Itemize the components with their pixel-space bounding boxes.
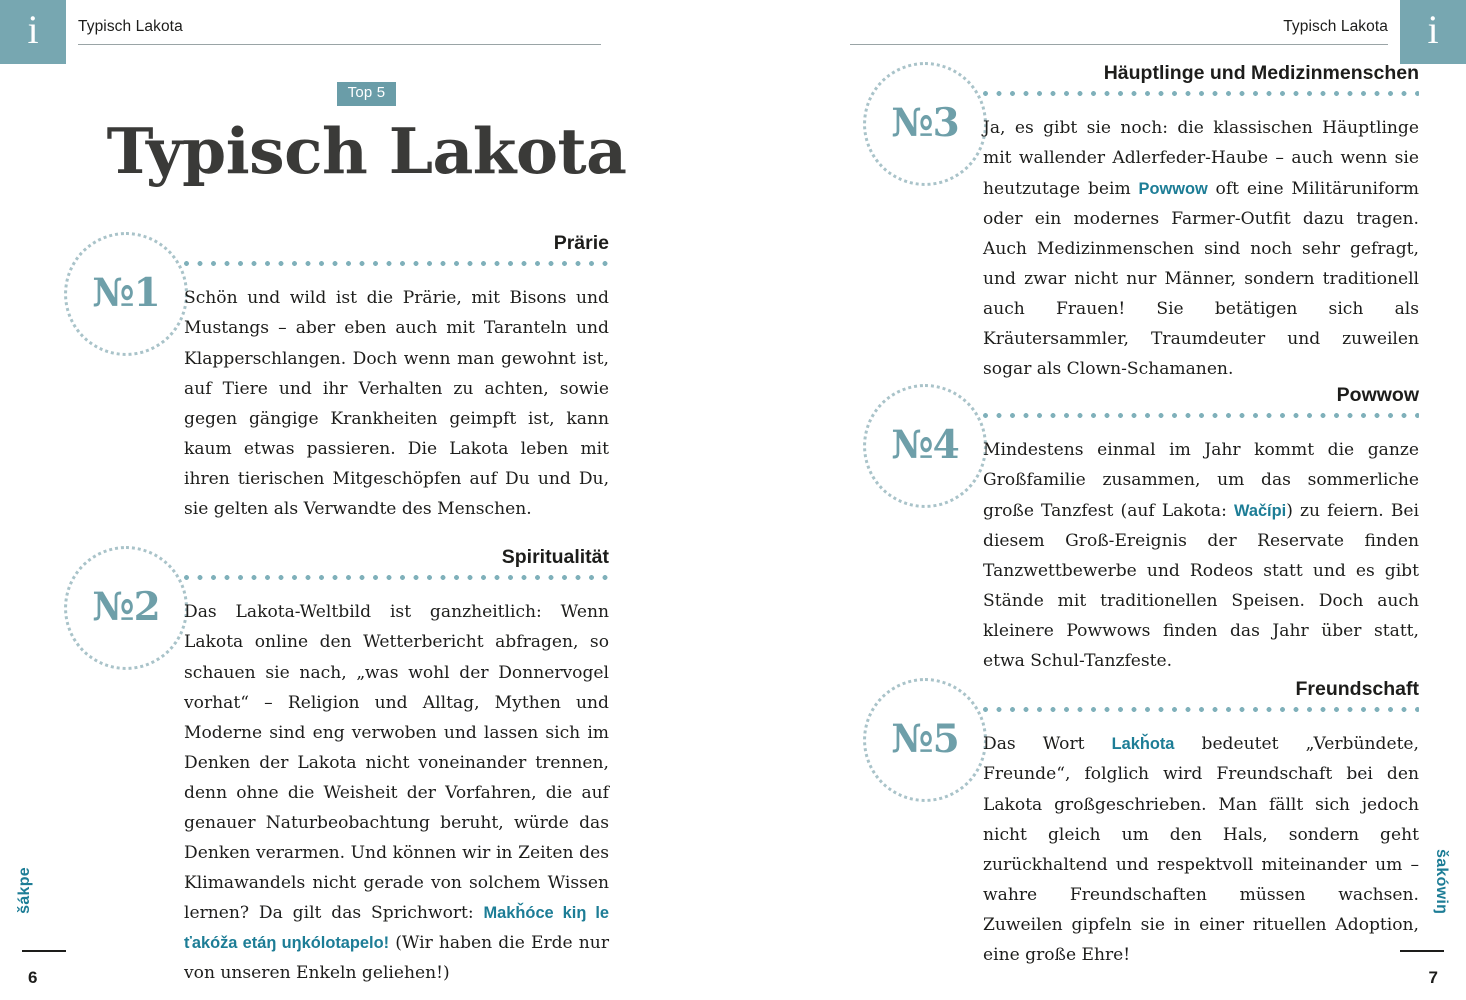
running-head-rule-right <box>850 44 1388 45</box>
section-body <box>184 232 609 524</box>
lakota-term: Wačípi <box>1233 501 1287 520</box>
section-heading: Freundschaft <box>1295 678 1419 700</box>
dotted-rule <box>983 707 1419 712</box>
section-body <box>983 678 1419 970</box>
lakota-term: Lakȟota <box>1111 735 1175 754</box>
section-text: Ja, es gibt sie noch: die klassischen Häuptlinge mit wallender Adlerfeder-Haube – auch wenn sie heutzutage beim Powwow oft eine Militäruniform oder ein modernes Farmer-Outfit dazu tragen. Auch Medizinmenschen sind noch sehr gefragt, und zwar nicht nur Männer, sondern traditionell auch Frauen! Sie betätigen sich als Kräutersammler, Traumdeuter und zuweilen sogar als Clown-Schamanen. <box>983 118 1419 380</box>
page-number-left: 6 <box>28 968 38 987</box>
section-number-label: №4 <box>891 421 959 468</box>
section-number-badge <box>64 546 188 670</box>
info-icon: i <box>27 7 39 52</box>
section-number-badge <box>863 62 987 186</box>
dotted-rule <box>184 575 609 580</box>
info-icon: i <box>1427 7 1439 52</box>
info-tab-right <box>1400 0 1466 64</box>
running-head-rule-left <box>78 44 601 45</box>
section-body <box>184 546 609 988</box>
section-body <box>983 62 1419 384</box>
section-heading: Powwow <box>1336 384 1419 406</box>
section-text: Mindestens einmal im Jahr kommt die ganze Großfamilie zusammen, um das sommerliche große Tanzfest (auf Lakota: Wačípi) zu feiern. Bei diesem Groß-Ereignis der Reservate finden Tanzwettbewerbe und Rodeos statt und es gibt Stände mit traditionellen Speisen. Doch auch kleinere Powwows finden das Jahr über statt, etwa Schul-Tanzfeste. <box>983 440 1419 671</box>
running-head-left: Typisch Lakota <box>78 18 183 35</box>
page-number-right: 7 <box>1428 968 1438 987</box>
section-number-label: №2 <box>92 583 160 630</box>
dotted-rule <box>184 261 609 266</box>
info-tab-left <box>0 0 66 64</box>
section-number-badge <box>863 678 987 802</box>
dotted-rule <box>983 91 1419 96</box>
folio-rule-right <box>1400 950 1444 952</box>
section-heading: Prärie <box>553 232 609 254</box>
section-number-badge <box>863 384 987 508</box>
side-thumb-tab-left: šákpe <box>16 867 33 914</box>
title-block <box>0 82 733 188</box>
folio-rule-left <box>22 950 66 952</box>
dotted-rule <box>983 413 1419 418</box>
lakota-term: Makȟóce kiŋ le ťakóža etáŋ uŋkólotapelo! <box>184 904 609 953</box>
section-heading: Häuptlinge und Medizinmenschen <box>1103 62 1419 84</box>
gutter <box>733 0 734 1000</box>
top5-badge: Top 5 <box>337 82 397 106</box>
right-page <box>733 0 1466 1000</box>
lakota-term: Powwow <box>1138 179 1208 198</box>
section-number-label: №1 <box>92 269 160 316</box>
running-head-right: Typisch Lakota <box>1283 18 1388 35</box>
section-number-label: №5 <box>891 715 959 762</box>
page-title: Typisch Lakota <box>106 113 627 188</box>
section-text: Das Lakota-Weltbild ist ganzheitlich: Wenn Lakota online den Wetterbericht abfragen, so schauen sie nach, „was wohl der Donnervogel vorhat“ – Religion und Alltag, Mythen und Moderne sind eng verwoben und lassen sich im Denken der Lakota nicht voneinander trennen, denn ohne die Weisheit der Vorfahren, die auf genauer Naturbeobachtung beruht, würde das Denken verarmen. Und können wir in Zeiten des Klimawandels nicht gerade von solchem Wissen lernen? Da gilt das Sprichwort: Makȟóce kiŋ le ťakóža etáŋ uŋkólotapelo! (Wir haben die Erde nur von unseren Enkeln geliehen!) <box>184 602 609 984</box>
section-text: Das Wort Lakȟota bedeutet „Verbündete, Freunde“, folglich wird Freundschaft bei den Lakota großgeschrieben. Man fällt sich jedoch nicht gleich um den Hals, sondern geht zurückhaltend und respektvoll miteinander um – wahre Freundschaften müssen wachsen. Zuweilen gipfeln sie in einer rituellen Adoption, eine große Ehre! <box>983 734 1419 965</box>
section-text: Schön und wild ist die Prärie, mit Bisons und Mustangs – aber eben auch mit Taranteln und Klapperschlangen. Doch wenn man gewohnt ist, auf Tiere und ihr Verhalten zu achten, sowie gegen gängige Krankheiten geimpft ist, kann kaum etwas passieren. Die Lakota leben mit ihren tierischen Mitgeschöpfen auf Du und Du, sie gelten als Verwandte des Menschen. <box>184 288 609 519</box>
section-number-label: №3 <box>891 99 959 146</box>
section-body <box>983 384 1419 676</box>
side-thumb-tab-right: šakówiŋ <box>1433 848 1450 914</box>
section-number-badge <box>64 232 188 356</box>
section-heading: Spiritualität <box>501 546 609 568</box>
